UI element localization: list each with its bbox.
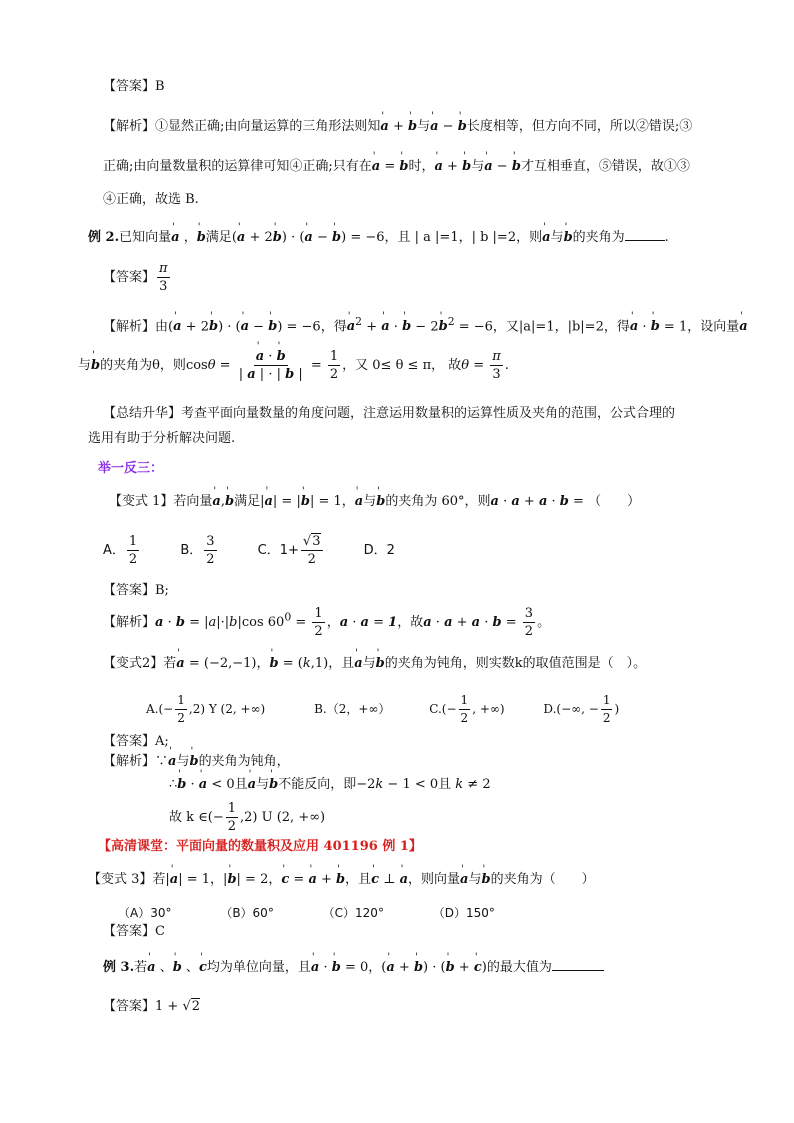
analysis-line-1: 【解析】①显然正确;由向量运算的三角形法则知' a + ' b与' a − ' b长度相等，但方向不同，所以②错误;③ xyxy=(103,118,692,136)
analysis-line-2: 正确;由向量数量积的运算律可知④正确;只有在' a = ' b时，' a + ' b与' a − ' b才互相垂直，⑤错误，故①③ xyxy=(103,158,690,176)
text: 已知向量 xyxy=(119,230,172,245)
text: ，得 xyxy=(320,319,347,335)
text: 满足 xyxy=(205,230,232,245)
text: ，设向量 xyxy=(687,319,740,335)
analysis-line-4: 【解析】由(' a + 2' b) · (' a − ' b) = −6，得' $a^2$ + ' a · ' b − 2' $b^2 = -6$，又|a|=1，|b|=2，得' a · ' b = 1，设向量' a xyxy=(103,313,748,336)
variant-1-options xyxy=(103,533,395,568)
answer-blank xyxy=(625,228,665,241)
text: ，又|a|=1，|b|=2，得 xyxy=(492,319,630,335)
option-c: C．1+ $\frac{√3}{2}$ xyxy=(257,534,321,567)
text: 的夹角为（ ） xyxy=(490,872,595,887)
text: ，且 xyxy=(328,656,355,671)
variant-2-options xyxy=(146,692,619,727)
option-b: （B）60° xyxy=(220,906,274,920)
option-d: （D）150° xyxy=(432,906,495,920)
text: C. xyxy=(429,702,442,716)
answer-line-4: 【答案】A; xyxy=(103,734,169,749)
text: ∴ xyxy=(169,777,178,792)
summary-line-1: 【总结升华】考查平面向量数量的角度问题，注意运用数量积的运算性质及夹角的范围，公式合理的 xyxy=(103,406,676,421)
text: ， xyxy=(341,494,355,509)
text: 【答案】 xyxy=(103,270,156,285)
summary-line-2: 选用有助于分析解决问题. xyxy=(88,431,236,446)
variant-3: 【变式 3】若|' a| = 1，|' b| = 2，' c = ' a + ' b，且' c ⊥ ' a，则向量' a与' b的夹角为（ ） xyxy=(88,871,595,889)
answer-line-6: 【答案】1 + √2 xyxy=(103,999,201,1014)
text: 的夹角为钝角， xyxy=(198,754,290,769)
text: 【变式2】若 xyxy=(103,656,177,671)
text: ，又 0≤ θ ≤ π， 故 xyxy=(342,358,462,373)
text: 【变式 3】若 xyxy=(88,872,166,887)
text: 【解析】 xyxy=(103,615,156,630)
text: 【解析】①显然正确;由向量运算的三角形法则知 xyxy=(103,119,381,134)
text: 正确;由向量数量积的运算律可知④正确;只有在 xyxy=(103,159,372,174)
answer-line-5: 【答案】C xyxy=(103,924,165,939)
text: B． xyxy=(180,543,203,558)
option-b: B.（2，+∞） xyxy=(314,702,391,716)
analysis-line-7: 【解析】∵' a与' b的夹角为钝角， xyxy=(103,753,290,771)
example-3: 例 3.若' a 、' b 、' c均为单位向量，且' a · ' b = 0，(' a + ' b) · (' b + ' c)的最大值为 xyxy=(103,958,604,977)
answer-line-1: 【答案】B xyxy=(103,79,165,94)
text: 长度相等，但方向不同，所以②错误;③ xyxy=(466,119,693,134)
variant-2: 【变式2】若' a = (−2,−1)，' b = (k,1)，且' a与' b的夹角为钝角，则实数k的取值范围是（ ）。 xyxy=(103,655,646,673)
example-label: 例 2. xyxy=(88,230,120,245)
option-a: （A）30° xyxy=(118,906,172,920)
variant-3-options xyxy=(118,904,495,922)
text: 【解析】∵ xyxy=(103,754,169,769)
text: 的夹角为 xyxy=(572,230,625,245)
variant-1: 【变式 1】若向量' a,' b满足|' a| = |' b| = 1，' a与' b的夹角为 60°，则a · a + a · b = （ ） xyxy=(109,493,640,511)
example-2: 例 2.已知向量' a ，' b满足(' a + 2' b) · (' a − ' b) = −6，且 | a |=1，| b |=2，则' a与' b的夹角为 . xyxy=(88,228,669,247)
analysis-line-9: 故 k ∈(− $\frac{1}{2}$ ,2) U (2, +∞) xyxy=(169,801,326,834)
text: 若 xyxy=(134,960,148,975)
option-a: A.(− $\frac{1}{2}$ ,2) Y (2, +∞) xyxy=(146,693,266,725)
option-c: （C）120° xyxy=(322,906,384,920)
answer-line-3: 【答案】B; xyxy=(103,583,169,598)
option-c: C.(− $\frac{1}{2}$ , +∞) xyxy=(429,693,505,725)
text: ，则向量 xyxy=(408,872,461,887)
analysis-line-6: 【解析】a · b = |a|·|b|cos $60^0$ = $\frac{1}{2}$ ，a · a = 1，故a · a + a · b = $\frac{3}{2}$ 。 xyxy=(103,606,551,639)
text: 【变式 1】若向量 xyxy=(109,494,213,509)
practice-heading: 举一反三： xyxy=(98,461,164,476)
answer-blank xyxy=(552,958,604,971)
text: 的最大值为 xyxy=(486,960,552,975)
text: 满足 xyxy=(234,494,261,509)
hd-class-note: 【高清课堂：平面向量的数量积及应用 401196 例 1】 xyxy=(98,839,422,854)
analysis-line-3: ④正确，故选 B. xyxy=(103,192,199,207)
analysis-line-8: ∴' b · ' a < 0且' a与' b不能反向，即−2k − 1 < 0且 k ≠ 2 xyxy=(169,776,491,794)
text: 的夹角为钝角，则实数k的取值范围是（ ）。 xyxy=(384,656,647,671)
text: A. xyxy=(146,702,159,716)
text: A． xyxy=(103,543,125,558)
option-d: D.(−∞, − $\frac{1}{2}$ ) xyxy=(543,693,620,725)
text: 才互相垂直，⑤错误，故①③ xyxy=(520,159,690,174)
text: 故 k ∈ xyxy=(169,810,208,825)
option-b: B． $\frac{3}{2}$ xyxy=(180,534,215,567)
text: C． xyxy=(257,543,280,558)
text: 时， xyxy=(408,159,435,174)
text: ，故 xyxy=(397,615,424,630)
text: ，且 | a |=1，| b |=2，则 xyxy=(384,230,543,245)
text: D. xyxy=(543,702,557,716)
text: 【答案】 xyxy=(103,999,156,1014)
example-label: 例 3. xyxy=(103,960,135,975)
answer-line-2: 【答案】 $\frac{\pi}{3}$ xyxy=(103,261,168,294)
text: 【解析】由 xyxy=(103,319,169,335)
text: 与 xyxy=(78,358,92,373)
text: 均为单位向量，且 xyxy=(206,960,311,975)
option-d: D．2 xyxy=(363,543,395,558)
analysis-line-5: 与' b的夹角为θ，则cosθ = ' $\frac{a \cdot ' b}{| a | \cdot | b |}$ = $\frac{1}{2}$ ，又 0≤ θ ≤ π， 故θ = $\frac{\pi}{3}$ . xyxy=(78,348,509,383)
option-a: A． $\frac{1}{2}$ xyxy=(103,534,138,567)
text: 的夹角为 60°，则 xyxy=(385,494,491,509)
text: （ ） xyxy=(588,494,641,509)
text: 不能反向，即 xyxy=(278,777,357,792)
text: 的夹角为θ，则 xyxy=(100,358,186,373)
